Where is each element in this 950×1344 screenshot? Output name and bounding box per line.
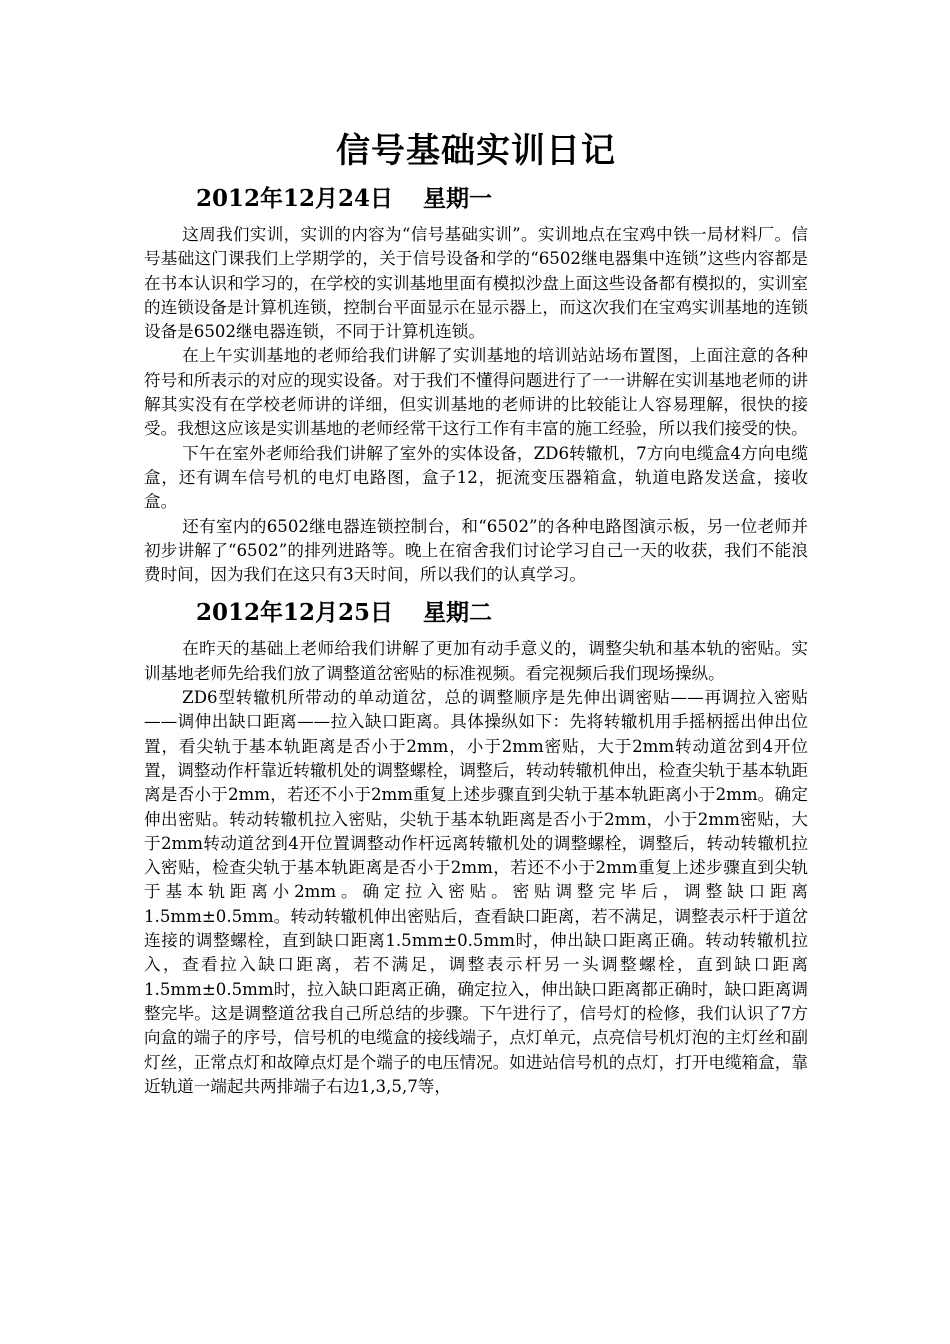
document-page bbox=[144, 125, 808, 1105]
diary-entry-day2 bbox=[144, 593, 808, 1099]
entry-paragraph: 下午在室外老师给我们讲解了室外的实体设备，ZD6转辙机，7方向电缆盒4方向电缆盒，还有调车信号机的电灯电路图，盒子12，扼流变压器箱盒，轨道电路发送盒，接收盒。 bbox=[144, 443, 808, 512]
entry-date: 2012年12月24日 bbox=[196, 185, 394, 212]
entry-weekday: 星期二 bbox=[423, 599, 493, 627]
entry-paragraph: ZD6型转辙机所带动的单动道岔，总的调整顺序是先伸出调密贴——再调拉入密贴——调伸出缺口距离——拉入缺口距离。具体操纵如下：先将转辙机用手摇柄摇出伸出位置，看尖轨于基本轨距离是否小于2mm，小于2mm密贴，大于2mm转动道岔到4开位置，调整动作杆靠近转辙机处的调整螺栓，调整后，转动转辙机伸出，检查尖轨于基本轨距离是否小于2mm，若还不小于2mm重复上述步骤直到尖轨于基本轨距离小于2mm。确定伸出密贴。转动转辙机拉入密贴，尖轨于基本轨距离是否小于2mm，小于2mm密贴，大于2mm转动道岔到4开位置调整动作杆远离转辙机处的调整螺栓，调整后，转动转辙机拉入密贴，检查尖轨于基本轨距离是否小于2mm，若还不小于2mm重复上述步骤直到尖轨于基本轨距离小2mm。确定拉入密贴。密贴调整完毕后，调整缺口距离1.5mm±0.5mm。转动转辙机伸出密贴后，查看缺口距离，若不满足，调整表示杆于道岔连接的调整螺栓，直到缺口距离1.5mm±0.5mm时，伸出缺口距离正确。转动转辙机拉入，查看拉入缺口距离，若不满足，调整表示杆另一头调整螺栓，直到缺口距离1.5mm±0.5mm时，拉入缺口距离正确，确定拉入，伸出缺口距离都正确时，缺口距离调整完毕。这是调整道岔我自己所总结的步骤。下午进行了，信号灯的检修，我们认识了7方向盒的端子的序号，信号机的电缆盒的接线端子，点灯单元，点亮信号机灯泡的主灯丝和副灯丝，正常点灯和故障点灯是个端子的电压情况。如进站信号机的点灯，打开电缆箱盒，靠近轨道一端起共两排端子右边1,3,5,7等， bbox=[144, 688, 808, 1096]
entry-date-heading bbox=[144, 593, 808, 633]
entry-paragraph: 在昨天的基础上老师给我们讲解了更加有动手意义的，调整尖轨和基本轨的密贴。实训基地老师先给我们放了调整道岔密贴的标准视频。看完视频后我们现场操纵。 bbox=[144, 639, 808, 683]
entry-paragraph: 还有室内的6502继电器连锁控制台，和“6502”的各种电路图演示板，另一位老师并初步讲解了“6502”的排列进路等。晚上在宿舍我们讨论学习自己一天的收获，我们不能浪费时间，因为我们在这只有3天时间，所以我们的认真学习。 bbox=[144, 516, 808, 585]
diary-entry-day1 bbox=[144, 179, 808, 587]
entry-paragraph: 在上午实训基地的老师给我们讲解了实训基地的培训站站场布置图，上面注意的各种符号和所表示的对应的现实设备。对于我们不懂得问题进行了一一讲解在实训基地老师的讲解其实没有在学校老师讲的详细，但实训基地的老师讲的比较能让人容易理解，很快的接受。我想这应该是实训基地的老师经常干这行工作有丰富的施工经验，所以我们接受的快。 bbox=[144, 346, 808, 439]
document-title: 信号基础实训日记 bbox=[336, 131, 616, 171]
entry-date: 2012年12月25日 bbox=[196, 599, 394, 627]
entry-weekday: 星期一 bbox=[423, 185, 493, 212]
entry-paragraph: 这周我们实训，实训的内容为“信号基础实训”。实训地点在宝鸡中铁一局材料厂。信号基础这门课我们上学期学的，关于信号设备和学的“6502继电器集中连锁”这些内容都是在书本认识和学习的，在学校的实训基地里面有模拟沙盘上面这些设备都有模拟的，实训室的连锁设备是计算机连锁，控制台平面显示在显示器上，而这次我们在宝鸡实训基地的连锁设备是6502继电器连锁，不同于计算机连锁。 bbox=[144, 225, 808, 342]
entry-date-heading bbox=[144, 179, 808, 219]
